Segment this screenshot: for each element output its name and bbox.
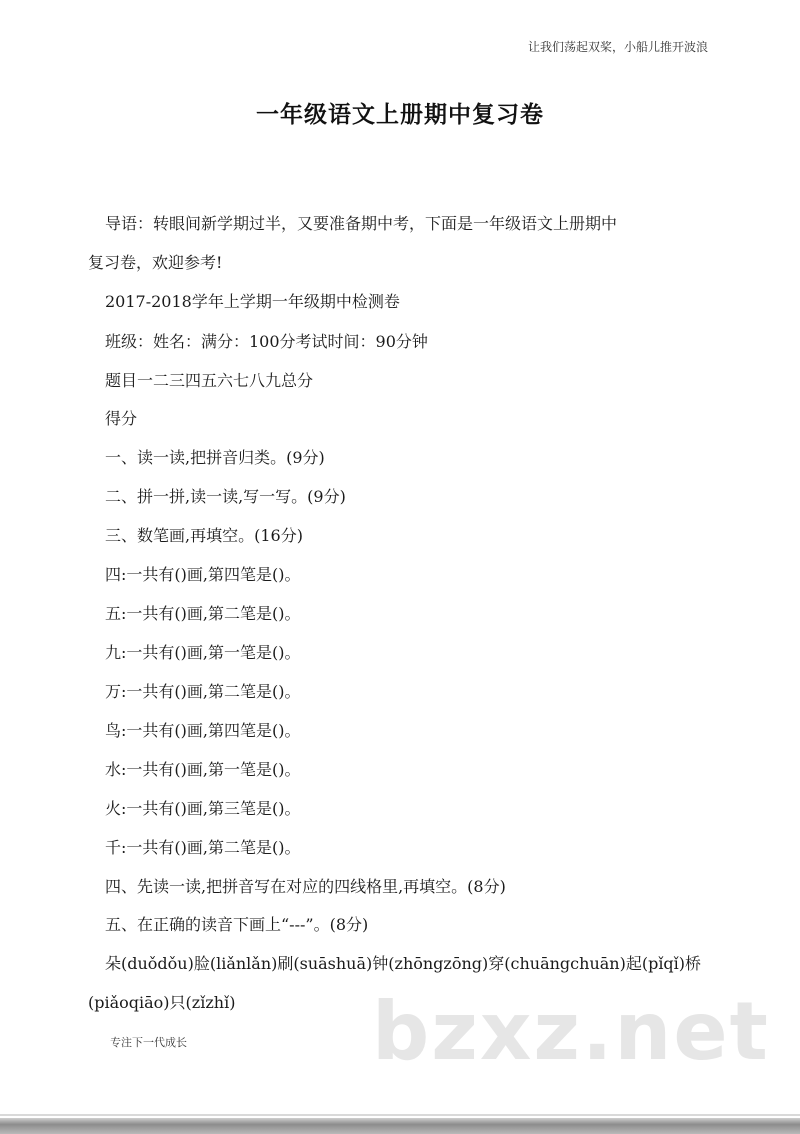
- stroke-item: 万:一共有()画,第二笔是()。: [105, 682, 301, 701]
- question-1: 一、读一读,把拼音归类。(9分): [105, 448, 325, 467]
- exam-name: 2017-2018学年上学期一年级期中检测卷: [105, 292, 400, 311]
- pinyin-choices-line-1: 朵(duǒdǒu)脸(liǎnlǎn)刷(suāshuā)钟(zhōngzōng)穿(chuāngchuān)起(pǐqǐ)桥: [105, 954, 702, 973]
- stroke-item: 四:一共有()画,第四笔是()。: [105, 565, 301, 584]
- intro-line-1: 导语：转眼间新学期过半，又要准备期中考，下面是一年级语文上册期中: [105, 214, 618, 233]
- question-2: 二、拼一拼,读一读,写一写。(9分): [105, 487, 346, 506]
- footer-text: 专注下一代成长: [110, 1036, 187, 1049]
- score-label: 得分: [105, 409, 138, 428]
- score-table-header: 题目一二三四五六七八九总分: [105, 371, 314, 390]
- stroke-item: 火:一共有()画,第三笔是()。: [105, 799, 301, 818]
- exam-info: 班级：姓名：满分：100分考试时间：90分钟: [105, 332, 428, 351]
- question-5: 五、在正确的读音下画上“---”。(8分): [105, 915, 369, 934]
- stroke-item: 水:一共有()画,第一笔是()。: [105, 760, 301, 779]
- stroke-item: 九:一共有()画,第一笔是()。: [105, 643, 301, 662]
- question-4: 四、先读一读,把拼音写在对应的四线格里,再填空。(8分): [105, 877, 506, 896]
- header-motto: 让我们荡起双桨，小船儿推开波浪: [527, 40, 708, 54]
- stroke-item: 五:一共有()画,第二笔是()。: [105, 604, 301, 623]
- watermark: bzxz.net: [372, 985, 770, 1078]
- page-bottom-divider: [0, 1114, 800, 1116]
- page-bottom-bar: [0, 1118, 800, 1134]
- question-3: 三、数笔画,再填空。(16分): [105, 526, 303, 545]
- intro-line-2: 复习卷，欢迎参考!: [88, 253, 223, 272]
- pinyin-choices-line-2: (piǎoqiāo)只(zǐzhǐ): [88, 993, 236, 1012]
- document-title: 一年级语文上册期中复习卷: [256, 102, 544, 128]
- stroke-item: 千:一共有()画,第二笔是()。: [105, 838, 301, 857]
- stroke-item: 鸟:一共有()画,第四笔是()。: [105, 721, 301, 740]
